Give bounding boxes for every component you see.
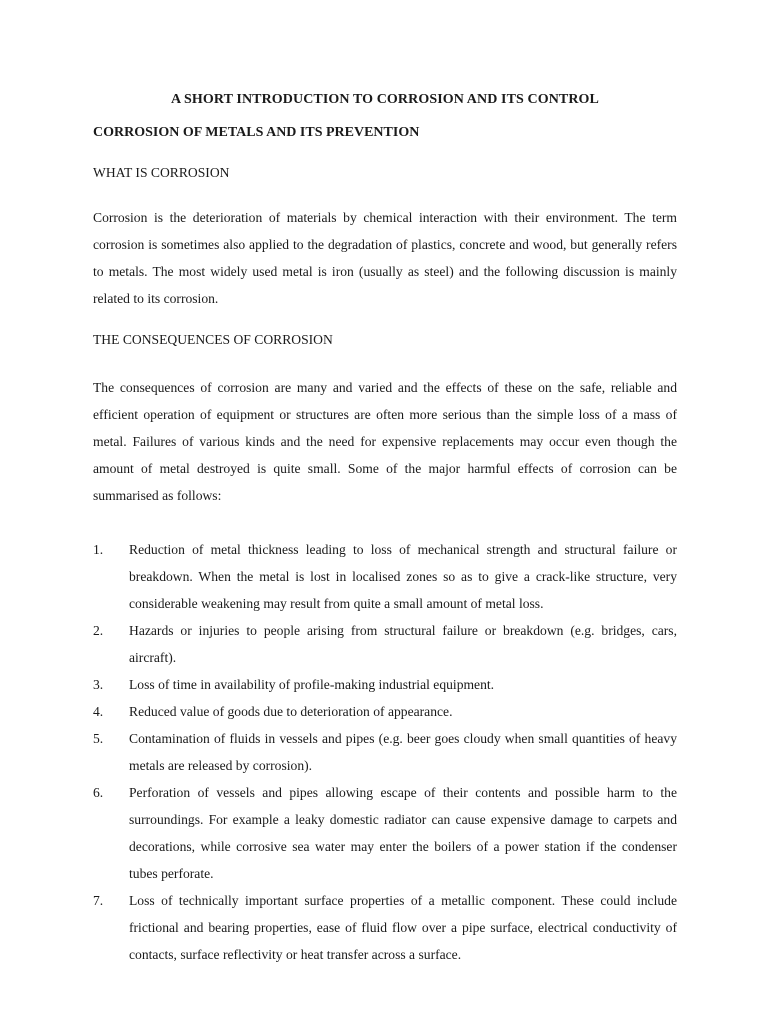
list-item <box>93 725 677 779</box>
section-heading-consequences: THE CONSEQUENCES OF CORROSION <box>93 332 333 347</box>
list-item <box>93 887 677 968</box>
list-item-text: Contamination of fluids in vessels and pipes (e.g. beer goes cloudy when small quantities of heavy metals are released by corrosion). <box>129 731 677 773</box>
paragraph-consequences: The consequences of corrosion are many and varied and the effects of these on the safe, reliable and efficient operation of equipment or structures are often more serious than the simple loss of a mass of metal. Failures of various kinds and the need for expensive replacements may occur even though the amount of metal destroyed is quite small. Some of the major harmful effects of corrosion can be summarised as follows: <box>93 380 677 503</box>
list-item-text: Reduced value of goods due to deterioration of appearance. <box>129 704 453 719</box>
list-item-number: 3. <box>93 677 104 692</box>
list-item-text: Hazards or injuries to people arising from structural failure or breakdown (e.g. bridges, cars, aircraft). <box>129 623 677 665</box>
section-heading-what-is-corrosion: WHAT IS CORROSION <box>93 165 230 180</box>
list-item-number: 5. <box>93 731 104 746</box>
document-title: A SHORT INTRODUCTION TO CORROSION AND ITS CONTROL <box>170 92 599 107</box>
list-item-number: 2. <box>93 623 104 638</box>
list-item-number: 1. <box>93 542 104 557</box>
list-item-text: Reduction of metal thickness leading to loss of mechanical strength and structural failure or breakdown. When the metal is lost in localised zones so as to give a crack-like structure, very considerable weakening may result from quite a small amount of metal loss. <box>129 542 677 611</box>
list-item <box>93 536 677 617</box>
list-item-text: Loss of time in availability of profile-making industrial equipment. <box>129 677 495 692</box>
list-item <box>93 671 677 698</box>
list-item-number: 7. <box>93 893 104 908</box>
list-item <box>93 779 677 887</box>
list-item <box>93 617 677 671</box>
list-item-number: 4. <box>93 704 104 719</box>
harmful-effects-list <box>93 536 677 968</box>
document-subtitle: CORROSION OF METALS AND ITS PREVENTION <box>93 125 420 140</box>
list-item-text: Loss of technically important surface properties of a metallic component. These could include frictional and bearing properties, ease of fluid flow over a pipe surface, electrical conductivity of contacts, surface reflectivity or heat transfer across a surface. <box>129 893 677 962</box>
list-item-number: 6. <box>93 785 104 800</box>
list-item-text: Perforation of vessels and pipes allowing escape of their contents and possible harm to the surroundings. For example a leaky domestic radiator can cause expensive damage to carpets and decorations, while corrosive sea water may enter the boilers of a power station if the condenser tubes perforate. <box>129 785 677 881</box>
list-item <box>93 698 677 725</box>
paragraph-what-is-corrosion: Corrosion is the deterioration of materials by chemical interaction with their environment. The term corrosion is sometimes also applied to the degradation of plastics, concrete and wood, but generally refers to metals. The most widely used metal is iron (usually as steel) and the following discussion is mainly related to its corrosion. <box>93 210 677 306</box>
